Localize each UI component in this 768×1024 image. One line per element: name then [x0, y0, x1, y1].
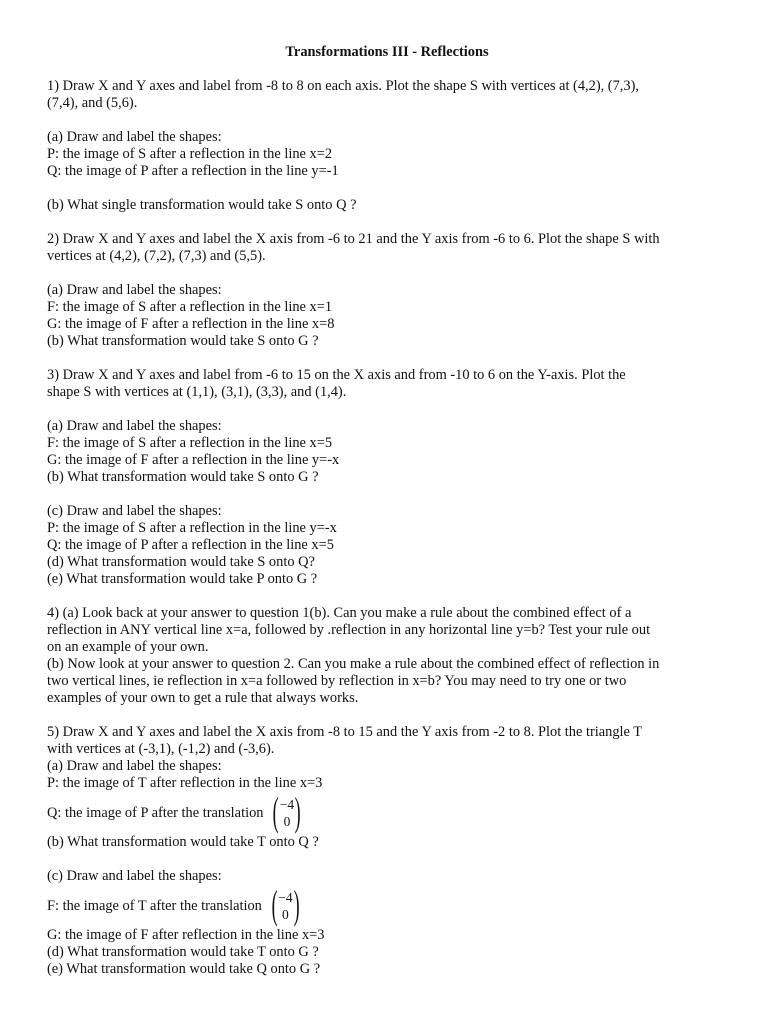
q5-a-q-line — [47, 789, 727, 834]
q3-b: (b) What transformation would take S onto G ? — [47, 469, 319, 485]
vector-top: −4 — [279, 797, 295, 812]
page-title: Transformations III - Reflections — [285, 44, 489, 60]
q3-c-heading: (c) Draw and label the shapes: — [47, 503, 222, 519]
q3-d: (d) What transformation would take S onto Q? — [47, 554, 315, 570]
vector-top: −4 — [278, 890, 293, 905]
q3-intro-line-2: shape S with vertices at (1,1), (3,1), (3,3), and (1,4). — [47, 384, 347, 400]
q3-a-g: G: the image of F after a reflection in the line y=-x — [47, 452, 340, 468]
q1-a-heading: (a) Draw and label the shapes: — [47, 129, 222, 145]
question-3-intro — [47, 367, 727, 401]
q3-intro-line-1: 3) Draw X and Y axes and label from -6 to 15 on the X axis and from -10 to 6 on the Y-axis. Plot the — [47, 367, 626, 383]
q2-intro-line-1: 2) Draw X and Y axes and label the X axis from -6 to 21 and the Y axis from -6 to 6. Plot the shape S with — [47, 231, 660, 247]
q3-e: (e) What transformation would take P onto G ? — [47, 571, 318, 587]
q5-a-q: Q: the image of P after the translation — [47, 804, 264, 821]
q5-b: (b) What transformation would take T onto Q ? — [47, 834, 319, 850]
q5-intro-line-2: with vertices at (-3,1), (-1,2) and (-3,6). — [47, 741, 275, 757]
question-1-intro — [47, 78, 727, 112]
vector-left-paren: ( — [273, 789, 280, 834]
q4-line-5: two vertical lines, ie reflection in x=a followed by reflection in x=b? You may need to try one or two — [47, 673, 627, 689]
question-1-part-b — [47, 197, 727, 214]
q2-a-f: F: the image of S after a reflection in the line x=1 — [47, 299, 333, 315]
worksheet-page — [47, 44, 727, 978]
q1-b: (b) What single transformation would take S onto Q ? — [47, 197, 357, 213]
q4-line-3: on an example of your own. — [47, 639, 209, 655]
q5-d: (d) What transformation would take T onto G ? — [47, 944, 319, 960]
question-5-part-a — [47, 724, 727, 851]
question-4 — [47, 605, 727, 707]
q4-line-2: reflection in ANY vertical line x=a, followed by .reflection in any horizontal line y=b? Test your rule out — [47, 622, 651, 638]
q3-a-heading: (a) Draw and label the shapes: — [47, 418, 222, 434]
vector-right-paren: ) — [293, 882, 300, 927]
q5-intro-line-1: 5) Draw X and Y axes and label the X axis from -8 to 15 and the Y axis from -2 to 8. Plot the triangle T — [47, 724, 643, 740]
q4-line-6: examples of your own to get a rule that always works. — [47, 690, 359, 706]
translation-vector — [268, 882, 303, 927]
q1-a-p: P: the image of S after a reflection in the line x=2 — [47, 146, 333, 162]
vector-bottom: 0 — [283, 814, 291, 829]
vector-right-paren: ) — [294, 789, 301, 834]
q3-a-f: F: the image of S after a reflection in the line x=5 — [47, 435, 333, 451]
q2-intro-line-2: vertices at (4,2), (7,2), (7,3) and (5,5). — [47, 248, 266, 264]
q2-a-heading: (a) Draw and label the shapes: — [47, 282, 222, 298]
q4-line-1: 4) (a) Look back at your answer to question 1(b). Can you make a rule about the combined effect of a — [47, 605, 632, 621]
q1-intro-line-2: (7,4), and (5,6). — [47, 95, 138, 111]
question-3-part-c — [47, 503, 727, 588]
vector-left-paren: ( — [271, 882, 278, 927]
question-1-part-a — [47, 129, 727, 180]
q5-e: (e) What transformation would take Q onto G ? — [47, 961, 321, 977]
question-5-part-c — [47, 868, 727, 978]
q5-a-heading: (a) Draw and label the shapes: — [47, 758, 222, 774]
q3-c-q: Q: the image of P after a reflection in the line x=5 — [47, 537, 334, 553]
q1-intro-line-1: 1) Draw X and Y axes and label from -8 to 8 on each axis. Plot the shape S with vertices at (4,2), (7,3), — [47, 78, 639, 94]
q4-line-4: (b) Now look at your answer to question 2. Can you make a rule about the combined effect of reflection in — [47, 656, 660, 672]
q5-c-heading: (c) Draw and label the shapes: — [47, 868, 222, 884]
q2-a-g: G: the image of F after a reflection in the line x=8 — [47, 316, 335, 332]
q5-c-f-line — [47, 882, 727, 927]
q3-c-p: P: the image of S after a reflection in the line y=-x — [47, 520, 337, 536]
q2-b: (b) What transformation would take S onto G ? — [47, 333, 319, 349]
question-3-part-a — [47, 418, 727, 486]
question-2-intro — [47, 231, 727, 265]
q5-c-g: G: the image of F after reflection in the line x=3 — [47, 927, 325, 943]
q1-a-q: Q: the image of P after a reflection in the line y=-1 — [47, 163, 339, 179]
question-2-parts — [47, 282, 727, 350]
translation-vector — [269, 789, 304, 834]
q5-c-f: F: the image of T after the translation — [47, 897, 262, 914]
q5-a-p: P: the image of T after reflection in the line x=3 — [47, 775, 323, 791]
vector-bottom: 0 — [282, 907, 289, 922]
